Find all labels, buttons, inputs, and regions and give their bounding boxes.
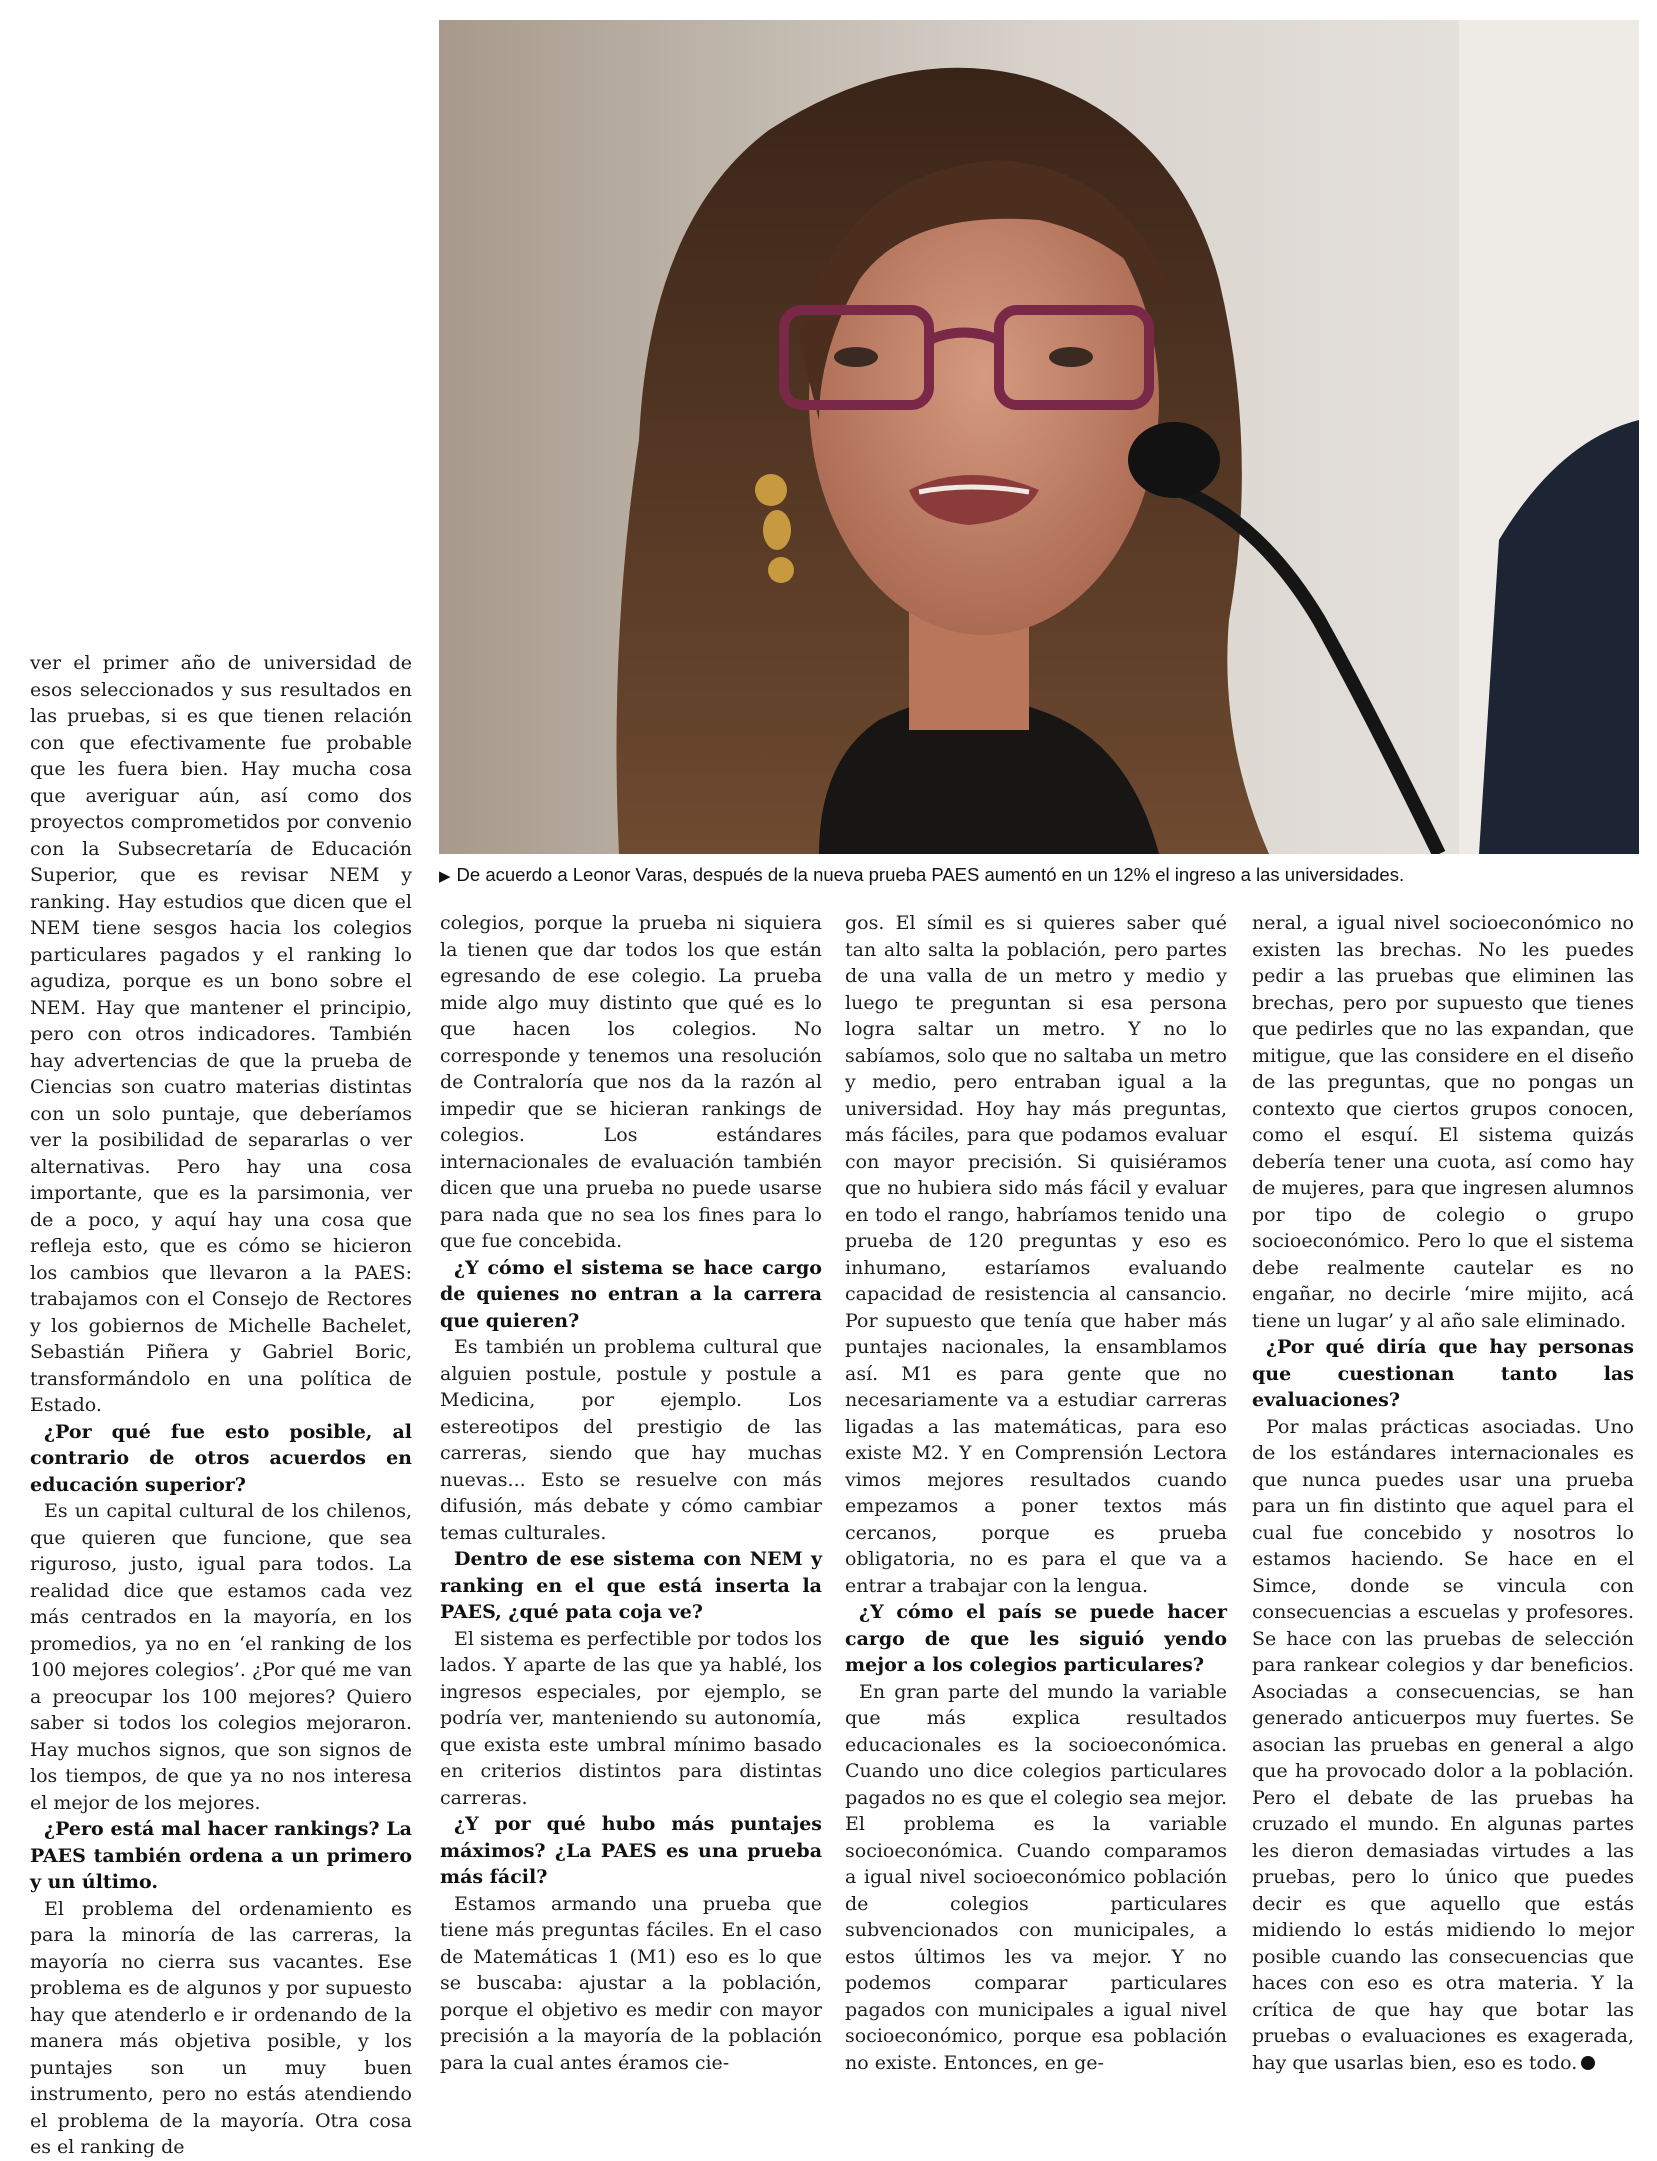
paragraph-text: Por malas prácticas asociadas. Uno de los estándares internacionales es que nunca puedes usar una prueba para un fin distinto que aquel para el cual fue concebido y nosotros lo estamos haciendo. Se hace en el Simce, donde se vincula con consecuencias a escuelas y profesores. Se hace con las pruebas de selección para rankear colegios y dar beneficios. Asociadas a consecuencias, se han generado anticuerpos muy fuertes. Se asocian las pruebas en general a algo que ha provocado dolor a la población. Pero el debate de las pruebas ha cruzado el mundo. En algunas partes les dieron demasiadas virtudes a las pruebas, pero lo único que puedes decir es que aquello que estás midiendo lo estás midiendo lo mejor posible cuando las consecuencias que haces con eso es otra materia. Y la crítica de que hay que botar las pruebas o evaluaciones es exagerada, hay que usarlas bien, eso es todo. xyxy=(1252,1415,1634,2074)
portrait-illustration xyxy=(439,20,1639,854)
interview-question: ¿Y por qué hubo más puntajes máximos? ¿La PAES es una prueba más fácil? xyxy=(440,1813,822,1888)
caption-text: De acuerdo a Leonor Varas, después de la nueva prueba PAES aumentó en un 12% el ingreso a las universidades. xyxy=(456,864,1405,885)
interview-question: ¿Y cómo el país se puede hacer cargo de que les siguió yendo mejor a los colegios particulares? xyxy=(845,1601,1227,1676)
paragraph: ver el primer año de universidad de esos seleccionados y sus resultados en las pruebas, si es que tienen relación con que efectivamente fue probable que les fuera bien. Hay mucha cosa que averiguar aún, así como dos proyectos comprometidos por convenio con la Subsecretaría de Educación Superior, que es revisar NEM y ranking. Hay estudios que dicen que el NEM tiene sesgos hacia los colegios particulares pagados y el ranking lo agudiza, porque es un bono sobre el NEM. Hay que mantener el principio, pero con otros indicadores. También hay advertencias de que la prueba de Ciencias son cuatro materias distintas con un solo puntaje, que deberíamos ver la posibilidad de separarlas o ver alternativas. Pero hay una cosa importante, que es la parsimonia, ver de a poco, y aquí hay una cosa que refleja esto, que es cómo se hicieron los cambios que llevaron a la PAES: trabajamos con el Consejo de Rectores y los gobiernos de Michelle Bachelet, Sebastián Piñera y Gabriel Boric, transformándolo en una política de Estado. xyxy=(30,652,412,1416)
article-column-2 xyxy=(440,910,822,2076)
paragraph: El problema del ordenamiento es para la minoría de las carreras, la mayoría no cierra sus vacantes. Ese problema es de algunos y por supuesto hay que atenderlo e ir ordenando de la manera más objetiva posible, y los puntajes son un muy buen instrumento, pero no estás atendiendo el problema de la mayoría. Otra cosa es el ranking de xyxy=(30,1897,412,2158)
article-column-3 xyxy=(845,910,1227,2076)
interview-question: ¿Por qué diría que hay personas que cuestionan tanto las evaluaciones? xyxy=(1252,1336,1634,1411)
portrait-photo xyxy=(439,20,1639,854)
interview-question: ¿Por qué fue esto posible, al contrario de otros acuerdos en educación superior? xyxy=(30,1420,412,1496)
end-mark-icon xyxy=(1581,2056,1595,2070)
article-column-4 xyxy=(1252,910,1634,2076)
paragraph: gos. El símil es si quieres saber qué tan alto salta la población, pero partes de una valla de un metro y medio y luego te preguntan si esa persona logra saltar un metro. Y no lo sabíamos, solo que no saltaba un metro y medio, pero entraban igual a la universidad. Hoy hay más preguntas, más fáciles, para que podamos evaluar con mayor precisión. Si quisiéramos que no hubiera sido más fácil y evaluar en todo el rango, habríamos tenido una prueba de 120 preguntas y eso es inhumano, estaríamos evaluando capacidad de resistencia al cansancio. Por supuesto que tenía que haber más puntajes nacionales, la ensamblamos así. M1 es para gente que no necesariamente va a estudiar carreras ligadas a las matemáticas, para eso existe M2. Y en Comprensión Lectora vimos mejores resultados cuando empezamos a poner textos más cercanos, porque es prueba obligatoria, no es para el que va a entrar a trabajar con la lengua. xyxy=(845,912,1227,1597)
article-column-1 xyxy=(30,650,412,2161)
paragraph: En gran parte del mundo la variable que más explica resultados educacionales es la socioeconómica. Cuando uno dice colegios particulares pagados no es que el colegio sea mejor. El problema es la variable socioeconómica. Cuando comparamos a igual nivel socioeconómico población de colegios particulares subvencionados con municipales, a estos últimos les va mejor. Y no podemos comparar particulares pagados con municipales a igual nivel socioeconómico, porque esa población no existe. Entonces, en ge- xyxy=(845,1680,1227,2074)
paragraph xyxy=(1252,1414,1634,2077)
paragraph: colegios, porque la prueba ni siquiera la tienen que dar todos los que están egresando de ese colegio. La prueba mide algo muy distinto que qué es lo que hacen los colegios. No corresponde y tenemos una resolución de Contraloría que nos da la razón al impedir que se hicieran rankings de colegios. Los estándares internacionales de evaluación también dicen que una prueba no puede usarse para nada que no sea los fines para lo que fue concebida. xyxy=(440,912,822,1252)
paragraph: neral, a igual nivel socioeconómico no existen las brechas. No les puedes pedir a las pruebas que eliminen las brechas, pero por supuesto que tienes que pedirles que no las expandan, que mitigue, que las considere en el diseño de las preguntas, que no pongas un contexto que ciertos grupos conocen, como el esquí. El sistema quizás debería tener una cuota, así como hay de mujeres, para que ingresen alumnos por tipo de colegio o grupo socioeconómico. Pero lo que el sistema debe realmente cautelar es no engañar, no decirle ‘mire mijito, acá tiene un lugar’ y al año sale eliminado. xyxy=(1252,912,1634,1332)
interview-question: ¿Y cómo el sistema se hace cargo de quienes no entran a la carrera que quieren? xyxy=(440,1256,822,1332)
paragraph: El sistema es perfectible por todos los lados. Y aparte de las que ya hablé, los ingresos especiales, por ejemplo, se podría ver, manteniendo su autonomía, que exista este umbral mínimo basado en criterios distintos para distintas carreras. xyxy=(440,1627,822,1809)
photo-caption xyxy=(439,862,1649,890)
paragraph: Es un capital cultural de los chilenos, que quieren que funcione, que sea riguroso, justo, igual para todos. La realidad dice que estamos cada vez más centrados en la mayoría, en los promedios, ya no en ‘el ranking de los 100 mejores colegios’. ¿Por qué me van a preocupar los 100 mejores? Quiero saber si todos los colegios mejoraron. Hay muchos signos, que son signos de los tiempos, de que ya no nos interesa el mejor de los mejores. xyxy=(30,1500,413,1814)
interview-question: Dentro de ese sistema con NEM y ranking en el que está inserta la PAES, ¿qué pata coja ve? xyxy=(440,1548,822,1623)
paragraph: Es también un problema cultural que alguien postule, postule y postule a Medicina, por ejemplo. Los estereotipos del prestigio de las carreras, siendo que hay muchas nuevas... Esto se resuelve con más difusión, más debate y cómo cambiar temas culturales. xyxy=(440,1336,822,1544)
caption-arrow-icon: ▶ xyxy=(439,868,451,885)
paragraph: Estamos armando una prueba que tiene más preguntas fáciles. En el caso de Matemáticas 1 (M1) eso es lo que se buscaba: ajustar a la población, porque el objetivo es medir con mayor precisión a la mayoría de la población para la cual antes éramos cie- xyxy=(440,1892,822,2074)
interview-question: ¿Pero está mal hacer rankings? La PAES también ordena a un primero y un último. xyxy=(30,1818,412,1893)
